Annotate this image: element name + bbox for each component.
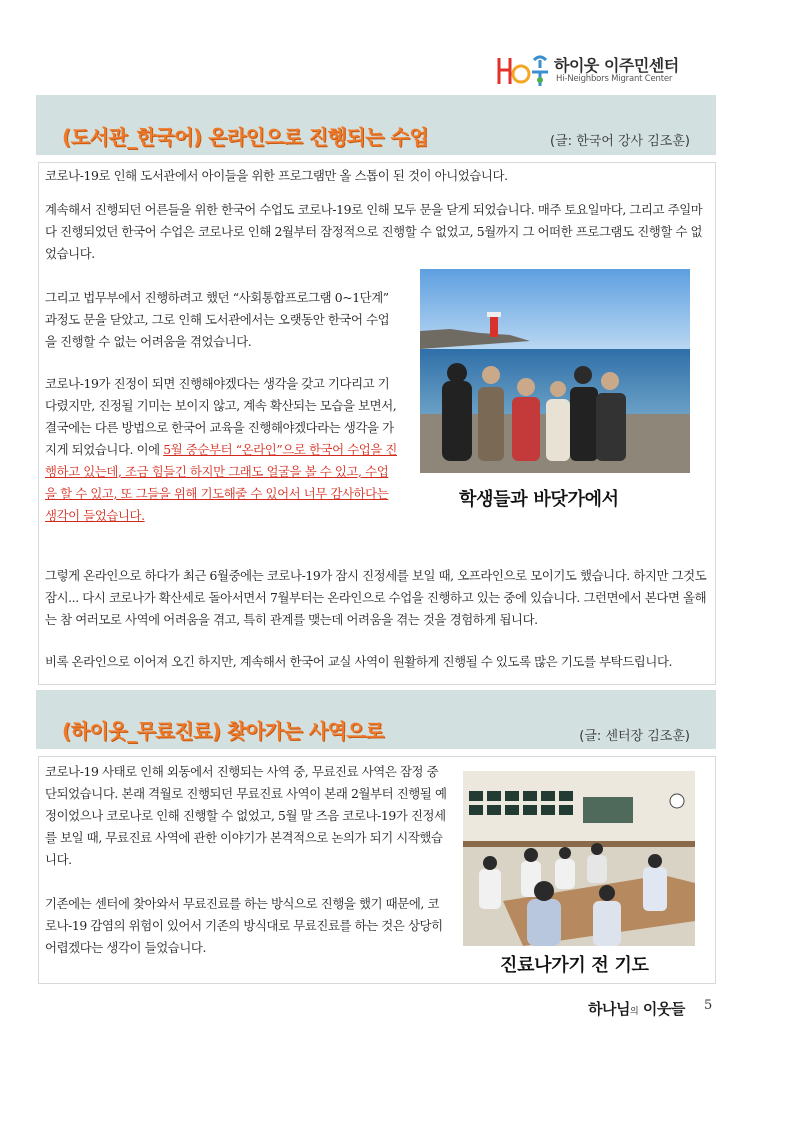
prayer-photo-caption: 진료나가기 전 기도 (500, 955, 649, 976)
section1-paragraph-6: 비록 온라인으로 이어져 오긴 하지만, 계속해서 한국어 교실 사역이 원활하게 진행될 수 있도록 많은 기도를 부탁드립니다. (45, 654, 673, 669)
section2-author: (글: 센터장 김조훈) (579, 729, 690, 744)
section1-content (38, 162, 716, 685)
prayer-meeting-photo (463, 771, 695, 946)
section1-paragraph-5: 그렇게 온라인으로 하다가 최근 6월중에는 코로나-19가 잠시 진정세를 보일 때, 오프라인으로 모이기도 했습니다. 하지만 그것도 잠시... 다시 코로나가 확산세로 돌아서면서 7월부터는 온라인으로 수업을 진행하고 있는 중에 있습니다. 그런면에서 본다면 올해는 참 여러모로 사역에 어려움을 겪고, 특히 관계를 맺는데 어려움을 겪는 것을 경험하게 됩니다. (45, 568, 707, 627)
beach-photo-caption: 학생들과 바닷가에서 (459, 489, 619, 510)
section2-paragraph-1: 코로나-19 사태로 인해 외동에서 진행되는 사역 중, 무료진료 사역은 잠정 중단되었습니다. 본래 격월로 진행되던 무료진료 사역이 본래 2월부터 진행될 예정이었으나 코로나로 인해 진행할 수 없었고, 5월 말 즈음 코로나-19가 진정세를 보일 때, 무료진료 사역에 관한 이야기가 본격적으로 논의가 되기 시작했습니다. (45, 764, 447, 867)
logo-name: 하이웃 이주민센터 (554, 56, 679, 75)
section1-title: (도서관_한국어) 온라인으로 진행되는 수업 (62, 125, 429, 149)
section1-paragraph-4-text: 코로나-19가 진정이 되면 진행해야겠다는 생각을 갖고 기다리고 기다렸지만, 진정될 기미는 보이지 않고, 계속 확산되는 모습을 보면서, 결국에는 다른 방법으로 한국어 교육을 진행해야겠다라는 생각을 가지게 되었습니다. 이에 (45, 376, 397, 457)
section1-paragraph-4 (45, 373, 397, 527)
beach-photo (420, 269, 690, 473)
footer-brand-word1: 하나님 (588, 1000, 630, 1018)
section1-highlight: 5월 중순부터 “온라인”으로 한국어 수업을 진행하고 있는데, 조금 힘들긴 하지만 그래도 얼굴을 볼 수 있고, 수업을 할 수 있고, 또 그들을 위해 기도해줄 수 있어서 너무 감사하다는 생각이 들었습니다. (45, 442, 398, 523)
footer-brand-word2: 이웃들 (638, 1000, 685, 1018)
section2-title: (하이웃_무료진료) 찾아가는 사역으로 (62, 719, 385, 743)
section1-paragraph-1: 코로나-19로 인해 도서관에서 아이들을 위한 프로그램만 올 스톱이 된 것이 아니었습니다. (45, 168, 508, 183)
page-number: 5 (704, 998, 713, 1013)
section1-banner (36, 95, 716, 155)
section2-paragraph-2: 기존에는 센터에 찾아와서 무료진료를 하는 방식으로 진행을 했기 때문에, 코로나-19 감염의 위험이 있어서 기존의 방식대로 무료진료를 하는 것은 상당히 어렵겠다는 생각이 들었습니다. (45, 896, 443, 955)
section2-banner (36, 690, 716, 749)
footer-brand (588, 998, 685, 1019)
section1-paragraph-3: 그리고 법무부에서 진행하려고 했던 “사회통합프로그램 0~1단계” 과정도 문을 닫았고, 그로 인해 도서관에서는 오랫동안 한국어 수업을 진행할 수 없는 어려움을 겪었습니다. (45, 290, 390, 349)
hiwoot-logo-mark-icon (496, 50, 550, 90)
section1-paragraph-2: 계속해서 진행되던 어른들을 위한 한국어 수업도 코로나-19로 인해 모두 문을 닫게 되었습니다. 매주 토요일마다, 그리고 주일마다 진행되었던 한국어 수업은 코로나로 인해 2월부터 잠정적으로 진행할 수 없었고, 5월까지 그 어떠한 프로그램도 진행할 수 없었습니다. (45, 202, 703, 261)
section2-content (38, 756, 716, 984)
section1-author: (글: 한국어 강사 김조훈) (550, 134, 690, 149)
footer-brand-particle: 의 (629, 1007, 639, 1017)
logo-subtitle: Hi-Neighbors Migrant Center (556, 74, 673, 84)
center-logo (496, 50, 696, 90)
